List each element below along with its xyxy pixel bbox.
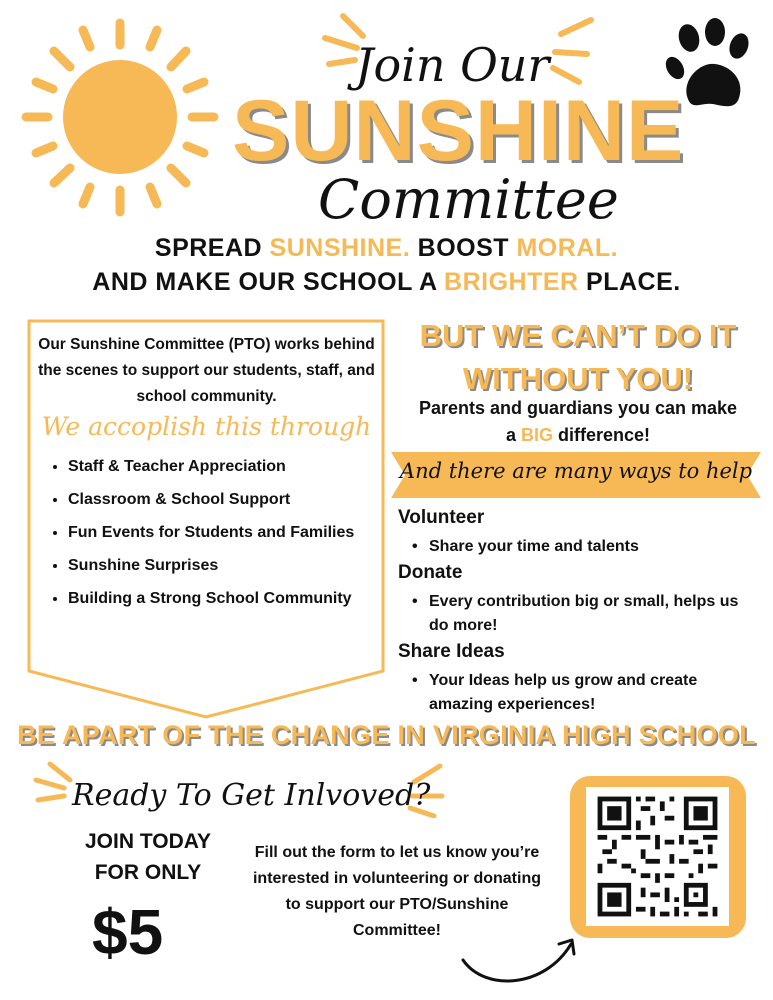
donate-heading: Donate bbox=[398, 562, 463, 583]
fill-out-form-text: Fill out the form to let us know you’re interested in volunteering or donating to support our PTO/Sunshine Committee! bbox=[252, 844, 541, 939]
header-sunshine: SUNSHINE bbox=[232, 83, 685, 179]
change-banner: BE APART OF THE CHANGE IN VIRGINIA HIGH SCHOOL bbox=[17, 720, 756, 750]
price: $5 bbox=[92, 896, 164, 968]
volunteer-item: • Share your time and talents bbox=[412, 538, 639, 555]
list-item: • Fun Events for Students and Families bbox=[68, 516, 388, 549]
list-item: • Building a Strong School Community bbox=[68, 582, 388, 615]
qr-code-icon[interactable] bbox=[586, 787, 729, 926]
accomplish-list bbox=[50, 450, 388, 615]
header-committee: Committee bbox=[318, 168, 619, 231]
share-ideas-heading: Share Ideas bbox=[398, 641, 505, 662]
list-item: • Staff & Teacher Appreciation bbox=[68, 450, 388, 483]
list-item: • Classroom & School Support bbox=[68, 483, 388, 516]
curved-arrow-icon bbox=[455, 930, 585, 990]
list-item: • Sunshine Surprises bbox=[68, 549, 388, 582]
sun-icon bbox=[0, 0, 250, 230]
for-only: FOR ONLY bbox=[94, 861, 202, 884]
volunteer-heading: Volunteer bbox=[398, 507, 485, 528]
join-today: JOIN TODAY bbox=[84, 830, 212, 853]
committee-intro: Our Sunshine Committee (PTO) works behind the scenes to support our students, staff, and school community. bbox=[38, 336, 375, 405]
ways-to-help-ribbon: And there are many ways to help bbox=[399, 459, 753, 483]
tagline-line-1: SPREAD SUNSHINE. BOOST MORAL. bbox=[154, 234, 619, 262]
share-ideas-item: • Your Ideas help us grow and create amazing experiences! bbox=[412, 672, 698, 713]
ready-to-get-involved: Ready To Get Inlvoved? bbox=[72, 778, 431, 813]
cant-do-it-headline: BUT WE CAN’T DO IT WITHOUT YOU! bbox=[419, 318, 737, 396]
header-join-our: Join Our bbox=[355, 38, 550, 92]
accomplish-subhead: We accoplish this through bbox=[41, 412, 372, 441]
donate-item: • Every contribution big or small, helps us do more! bbox=[412, 593, 739, 634]
tagline-line-2: AND MAKE OUR SCHOOL A BRIGHTER PLACE. bbox=[92, 268, 681, 296]
parents-lead: Parents and guardians you can make a BIG difference! bbox=[418, 398, 738, 445]
